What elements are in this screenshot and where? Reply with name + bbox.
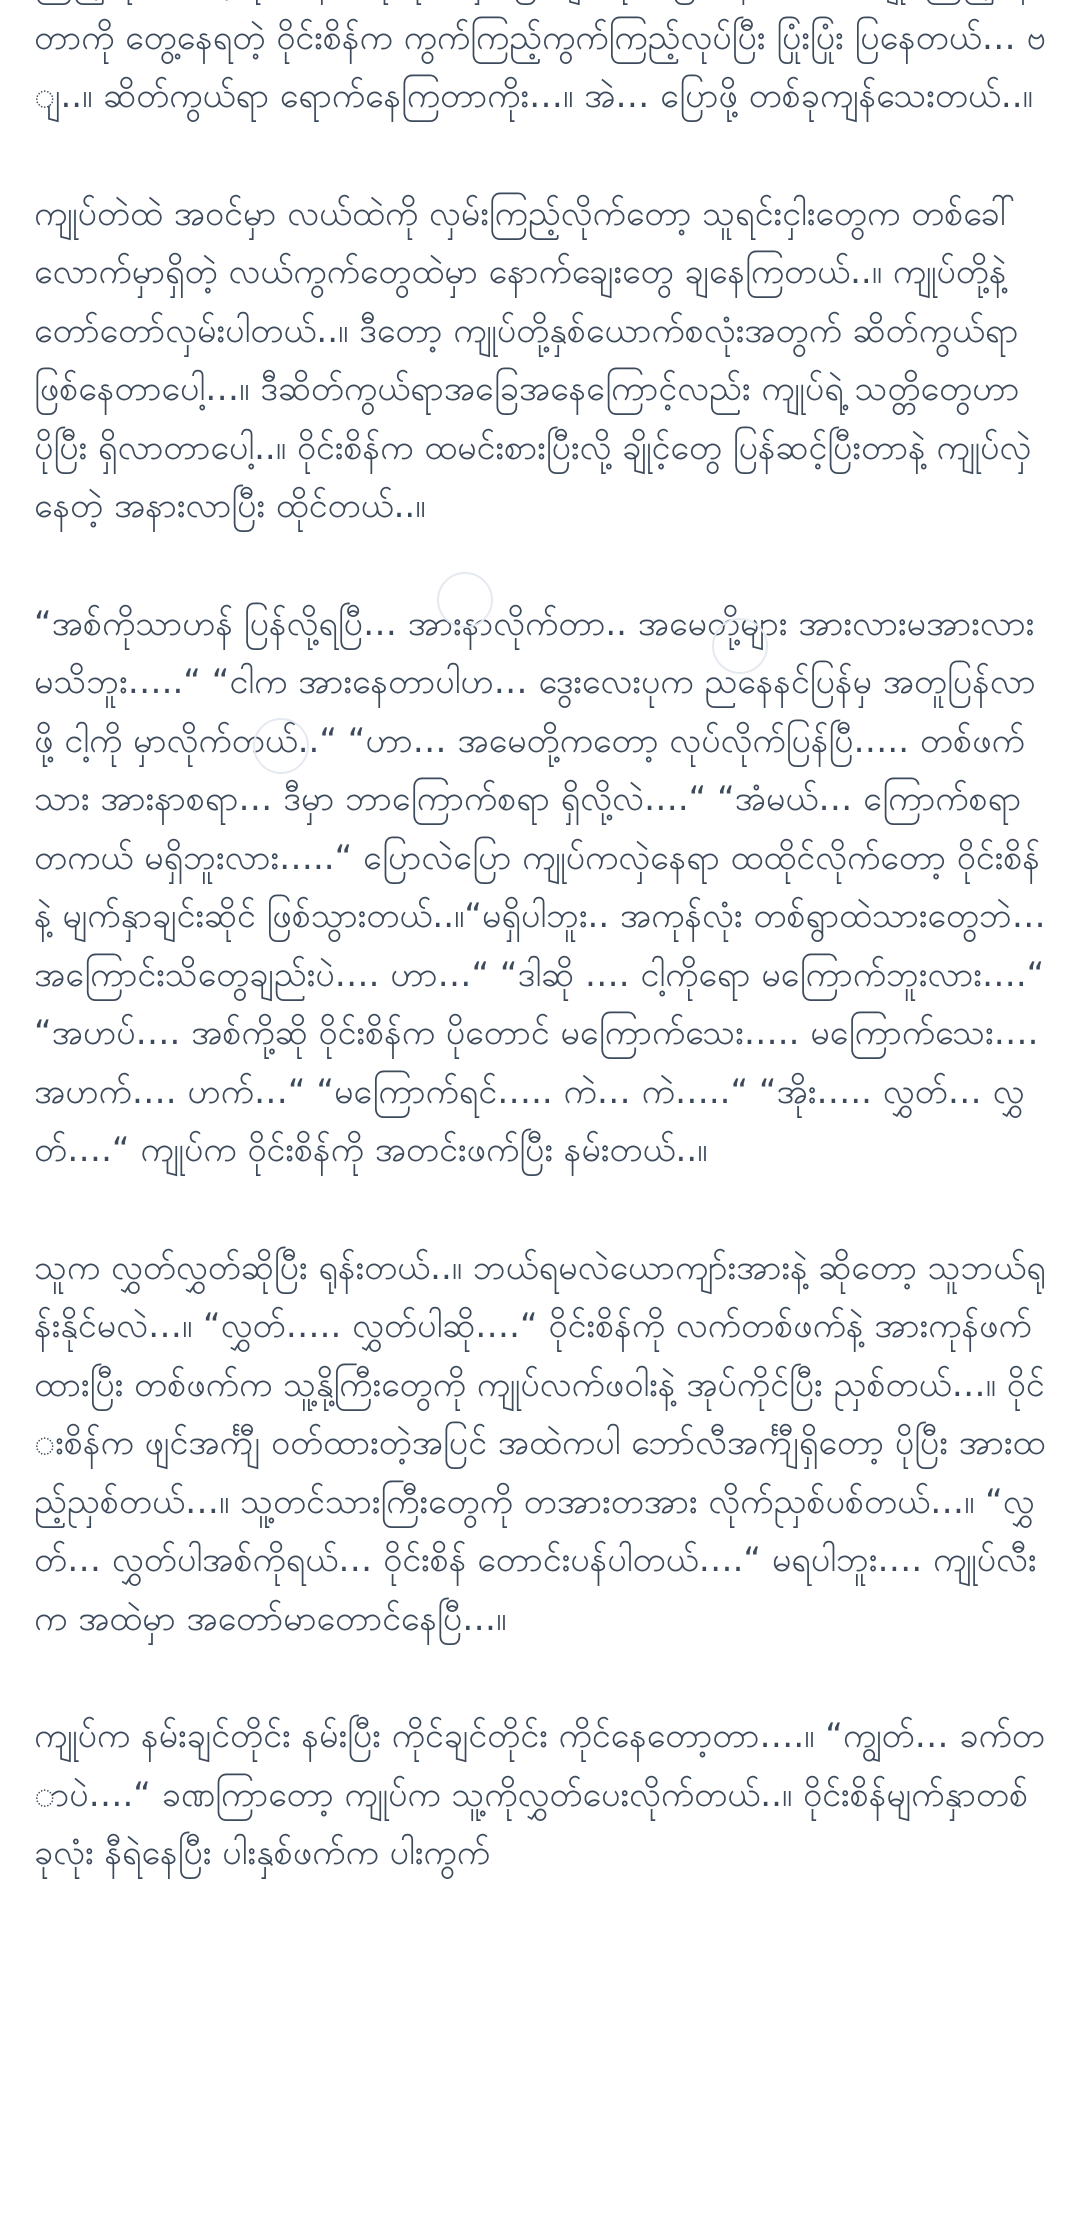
story-paragraph: ကျုပ်က နမ်းချင်တိုင်း နမ်းပြီး ကိုင်ချင်တိုင်း ကိုင်နေတော့တာ….။ “ကျွတ်… ခက်တာပဲ….“ ခဏကြာတော့ ကျုပ်က သူ့ကိုလွှတ်ပေးလိုက်တယ်..။ ဝိုင်းစိန်မျက်နှာတစ်ခုလုံး နီရဲနေပြီး ပါးနှစ်ဖက်က ပါးကွက် <box>34 1716 1045 1873</box>
story-paragraph: တာကို တွေ့နေရတဲ့ ဝိုင်းစိန်က ကွက်ကြည့်ကွက်ကြည့်လုပ်ပြီး ပြုံးပြုံး ပြနေတယ်… ဗျ..။ ဆိတ်ကွယ်ရာ ရောက်နေကြတာကိုး…။ အဲ… ပြောဖို့ တစ်ခုကျန်သေးတယ်..။ <box>34 17 1046 116</box>
touch-ripple-mark <box>437 572 493 628</box>
touch-ripple-mark <box>253 718 309 774</box>
touch-ripple-mark <box>712 618 768 674</box>
story-paragraph: သူက လွှတ်လွှတ်ဆိုပြီး ရုန်းတယ်..။ ဘယ်ရမလဲယောကျာ်းအားနဲ့ ဆိုတော့ သူဘယ်ရုန်းနိုင်မလဲ…။ “လွှတ်….. လွှတ်ပါဆို….“ ဝိုင်းစိန်ကို လက်တစ်ဖက်နဲ့ အားကုန်ဖက်ထားပြီး တစ်ဖက်က သူ့နို့ကြီးတွေကို ကျုပ်လက်ဖဝါးနဲ့ အုပ်ကိုင်ပြီး ညှစ်တယ်…။ ဝိုင်းစိန်က ဖျင်အင်္ကျီ ဝတ်ထားတဲ့အပြင် အထဲကပါ ဘော်လီအင်္ကျီရှိတော့ ပိုပြီး အားထည့်ညှစ်တယ်…။ သူ့တင်သားကြီးတွေကို တအားတအား လိုက်ညှစ်ပစ်တယ်…။ “လွှတ်… လွှတ်ပါအစ်ကိုရယ်… ဝိုင်းစိန် တောင်းပန်ပါတယ်….“ မရပါဘူး…. ကျုပ်လီးက အထဲမှာ အတော်မာတောင်နေပြီ…။ <box>34 1247 1046 1639</box>
story-paragraph: ကျုပ်တဲထဲ အဝင်မှာ လယ်ထဲကို လှမ်းကြည့်လိုက်တော့ သူရင်းငှါးတွေက တစ်ခေါ်လောက်မှာရှိတဲ့ လယ်ကွက်တွေထဲမှာ နောက်ချေးတွေ ချနေကြတယ်..။ ကျုပ်တို့နဲ့ တော်တော်လှမ်းပါတယ်..။ ဒီတော့ ကျုပ်တို့နှစ်ယောက်စလုံးအတွက် ဆိတ်ကွယ်ရာ ဖြစ်နေတာပေါ့…။ ဒီဆိတ်ကွယ်ရာအခြေအနေကြောင့်လည်း ကျုပ်ရဲ့ သတ္တိတွေဟာ ပိုပြီး ရှိလာတာပေါ့..။ ဝိုင်းစိန်က ထမင်းစားပြီးလို့ ချိုင့်တွေ ပြန်ဆင့်ပြီးတာနဲ့ ကျုပ်လှဲနေတဲ့ အနားလာပြီး ထိုင်တယ်..။ <box>34 193 1032 526</box>
story-paragraph: “အစ်ကိုသာဟန် ပြန်လို့ရပြီ… အားနာလိုက်တာ.. အမေတို့များ အားလားမအားလား မသိဘူး…..“ “ငါက အားနေတာပါဟ… ဒွေးလေးပုက ညနေနင်ပြန်မှ အတူပြန်လာဖို့ ငါ့ကို မှာလိုက်တယ်..“ “ဟာ… အမေတို့ကတော့ လုပ်လိုက်ပြန်ပြီ….. တစ်ဖက်သား အားနာစရာ… ဒီမှာ ဘာကြောက်စရာ ရှိလို့လဲ….“ “အံမယ်… ကြောက်စရာ တကယ် မရှိဘူးလား…..“ ပြောလဲပြော ကျုပ်ကလှဲနေရာ ထထိုင်လိုက်တော့ ဝိုင်းစိန်နဲ့ မျက်နှာချင်းဆိုင် ဖြစ်သွားတယ်..။“မရှိပါဘူး.. အကုန်လုံး တစ်ရွာထဲသားတွေဘဲ… အကြောင်းသိတွေချည်းပဲ…. ဟာ…“ “ဒါဆို …. ငါ့ကိုရော မကြောက်ဘူးလား….“ “အဟပ်…. အစ်ကို့ဆို ဝိုင်းစိန်က ပိုတောင် မကြောက်သေး….. မကြောက်သေး…. အဟက်…. ဟက်…“ “မကြောက်ရင်….. ကဲ… ကဲ…..“ “အိုး….. လွှတ်… လွှတ်….“ ကျုပ်က ဝိုင်းစိန်ကို အတင်းဖက်ပြီး နမ်းတယ်..။ <box>34 603 1046 1170</box>
